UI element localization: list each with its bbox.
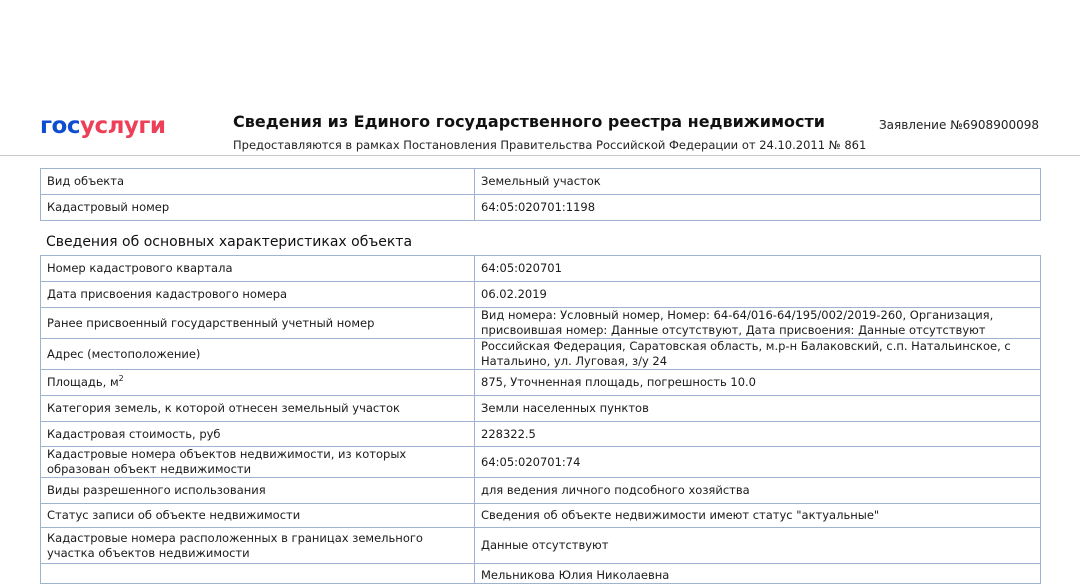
row-label: Виды разрешенного использования — [41, 478, 475, 504]
table-row — [41, 339, 1041, 370]
row-label — [41, 564, 475, 584]
gosuslugi-logo[interactable] — [40, 112, 166, 140]
area-unit-superscript: 2 — [118, 374, 124, 384]
row-value: Данные отсутствуют — [475, 528, 1041, 564]
row-value: Мельникова Юлия Николаевна — [475, 564, 1041, 584]
row-label — [41, 370, 475, 396]
area-label-text: Площадь, м — [47, 375, 119, 389]
table-row — [41, 447, 1041, 478]
row-label: Кадастровая стоимость, руб — [41, 422, 475, 447]
row-label: Категория земель, к которой отнесен земельный участок — [41, 396, 475, 422]
row-value: 64:05:020701:74 — [475, 447, 1041, 478]
table-row — [41, 282, 1041, 308]
table-row — [41, 256, 1041, 282]
row-label: Кадастровый номер — [41, 195, 475, 221]
table-row — [41, 396, 1041, 422]
table-row — [41, 422, 1041, 447]
row-value: Российская Федерация, Саратовская область, м.р-н Балаковский, с.п. Натальинское, с Натальино, ул. Луговая, з/у 24 — [475, 339, 1041, 370]
table-row — [41, 195, 1041, 221]
row-label: Статус записи об объекте недвижимости — [41, 504, 475, 528]
row-value: 64:05:020701 — [475, 256, 1041, 282]
table-row — [41, 504, 1041, 528]
row-label: Кадастровые номера расположенных в границах земельного участка объектов недвижимости — [41, 528, 475, 564]
table-row — [41, 169, 1041, 195]
table-row — [41, 478, 1041, 504]
row-value: 228322.5 — [475, 422, 1041, 447]
row-label: Кадастровые номера объектов недвижимости, из которых образован объект недвижимости — [41, 447, 475, 478]
row-value: 875, Уточненная площадь, погрешность 10.0 — [475, 370, 1041, 396]
request-number: Заявление №6908900098 — [878, 118, 1039, 132]
logo-part-uslugi: услуги — [79, 113, 166, 139]
main-characteristics-table — [40, 255, 1041, 584]
row-label: Ранее присвоенный государственный учетный номер — [41, 308, 475, 339]
row-value: Вид номера: Условный номер, Номер: 64-64/016-64/195/002/2019-260, Организация, присвоившая номер: Данные отсутствуют, Дата присвоения: Данные отсутствуют — [475, 308, 1041, 339]
row-label: Дата присвоения кадастрового номера — [41, 282, 475, 308]
logo-part-gos: гос — [40, 113, 80, 139]
row-label: Вид объекта — [41, 169, 475, 195]
row-value: 06.02.2019 — [475, 282, 1041, 308]
document-subtitle: Предоставляются в рамках Постановления Правительства Российской Федерации от 24.10.2011 № 861 — [233, 138, 867, 152]
table-row — [41, 370, 1041, 396]
document-title: Сведения из Единого государственного реестра недвижимости — [233, 112, 825, 131]
row-value: для ведения личного подсобного хозяйства — [475, 478, 1041, 504]
row-value: Земли населенных пунктов — [475, 396, 1041, 422]
table-row — [41, 308, 1041, 339]
section-heading: Сведения об основных характеристиках объекта — [46, 234, 413, 250]
row-label: Адрес (местоположение) — [41, 339, 475, 370]
table-row — [41, 564, 1041, 584]
table-row — [41, 528, 1041, 564]
basic-info-table — [40, 168, 1041, 221]
row-value: Сведения об объекте недвижимости имеют статус "актуальные" — [475, 504, 1041, 528]
row-label: Номер кадастрового квартала — [41, 256, 475, 282]
header-divider — [0, 155, 1080, 156]
blank-top-area — [0, 0, 1080, 100]
row-value: Земельный участок — [475, 169, 1041, 195]
row-value: 64:05:020701:1198 — [475, 195, 1041, 221]
